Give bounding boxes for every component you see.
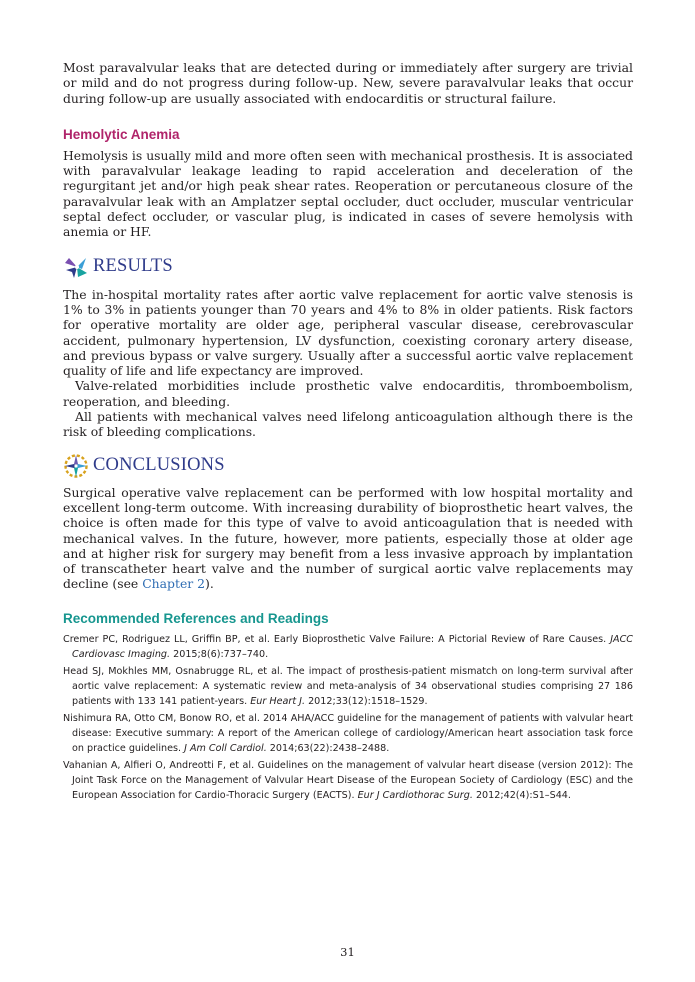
conclusions-section-header	[63, 453, 633, 479]
results-heading: RESULTS	[93, 256, 173, 277]
reference-journal: J Am Coll Cardiol.	[184, 742, 267, 754]
hemolytic-anemia-paragraph: Hemolysis is usually mild and more often seen with mechanical prosthesis. It is associated with paravalvular leakage leading to rapid acceleration and deceleration of the regurgitant jet and/or high peak shear rates. Reoperation or percutaneous closure of the paravalvular leak with an Amplatzer septal occluder, duct occluder, muscular ventricular septal defect occluder, or vascular plug, is indicated in cases of severe hemolysis with anemia or HF.	[63, 147, 633, 240]
reference-item	[63, 711, 633, 756]
conclusions-compass-icon	[63, 453, 89, 479]
chapter-2-link[interactable]: Chapter 2	[142, 576, 206, 592]
reference-journal: Eur Heart J.	[250, 695, 306, 707]
references-list	[63, 632, 633, 803]
hemolytic-anemia-heading: Hemolytic Anemia	[63, 126, 180, 142]
reference-citation: 2012;42(4):S1–S44.	[472, 790, 571, 802]
reference-journal: Eur J Cardiothorac Surg.	[357, 790, 473, 802]
conclusions-text: Surgical operative valve replacement can be performed with low hospital mortality and excellent long-term outcome. With increasing durability of bioprosthetic heart valves, the choice is often made for this type of valve to avoid anticoagulation that is needed with mechanical valves. In the future, however, more patients, especially those at older age and at higher risk for surgery may benefit from a less invasive approach by implantation of transcatheter heart valve and the number of surgical aortic valve replacements may decline (see	[63, 484, 633, 592]
conclusions-paragraph	[63, 485, 633, 592]
reference-text: Nishimura RA, Otto CM, Bonow RO, et al. 2014 AHA/ACC guideline for the management of patients with valvular heart disease: Executive summary: A report of the American college of cardiology/American heart association task force on practice guidelines.	[63, 712, 633, 754]
reference-item	[63, 664, 633, 709]
reference-item	[63, 758, 633, 803]
reference-item	[63, 632, 633, 662]
results-paragraph-2: Valve-related morbidities include prosthetic valve endocarditis, thromboembolism, reoperation, and bleeding.	[63, 378, 633, 409]
reference-text: Vahanian A, Alfieri O, Andreotti F, et al. Guidelines on the management of valvular heart disease (version 2012): The Joint Task Force on the Management of Valvular Heart Disease of the European Society of Cardiology (ESC) and the European Association for Cardio-Thoracic Surgery (EACTS).	[63, 759, 633, 802]
reference-journal: JACC Cardiovasc Imaging.	[72, 633, 633, 660]
results-star-arrows-icon	[63, 254, 89, 280]
results-section-header	[63, 254, 633, 280]
page-content	[63, 60, 633, 805]
conclusions-text-end: ).	[205, 576, 214, 592]
conclusions-heading: CONCLUSIONS	[93, 455, 225, 476]
results-paragraph-3: All patients with mechanical valves need lifelong anticoagulation although there is the risk of bleeding complications.	[63, 409, 633, 440]
results-paragraph-1: The in-hospital mortality rates after aortic valve replacement for aortic valve stenosis is 1% to 3% in patients younger than 70 years and 4% to 8% in older patients. Risk factors for operative mortality are older age, peripheral vascular disease, cerebrovascular accident, pulmonary hypertension, LV dysfunction, coexisting coronary artery disease, and previous bypass or valve surgery. Usually after a successful aortic valve replacement quality of life and life expectancy are improved.	[63, 286, 633, 379]
intro-paragraph: Most paravalvular leaks that are detected during or immediately after surgery are trivial or mild and do not progress during follow-up. New, severe paravalvular leaks that occur during follow-up are usually associated with endocarditis or structural failure.	[63, 60, 633, 106]
reference-citation: 2015;8(6):737–740.	[170, 648, 269, 660]
references-heading: Recommended References and Readings	[63, 610, 329, 626]
reference-citation: 2014;63(22):2438–2488.	[266, 742, 390, 754]
reference-text: Head SJ, Mokhles MM, Osnabrugge RL, et al. The impact of prosthesis-patient mismatch on long-term survival after aortic valve replacement: A systematic review and meta-analysis of 34 observational studies comprising 27 186 patients with 133 141 patient-years.	[63, 665, 633, 707]
reference-citation: 2012;33(12):1518–1529.	[305, 695, 428, 707]
page-number: 31	[340, 945, 355, 959]
reference-text: Cremer PC, Rodriguez LL, Griffin BP, et al. Early Bioprosthetic Valve Failure: A Pictorial Review of Rare Causes.	[63, 633, 611, 645]
